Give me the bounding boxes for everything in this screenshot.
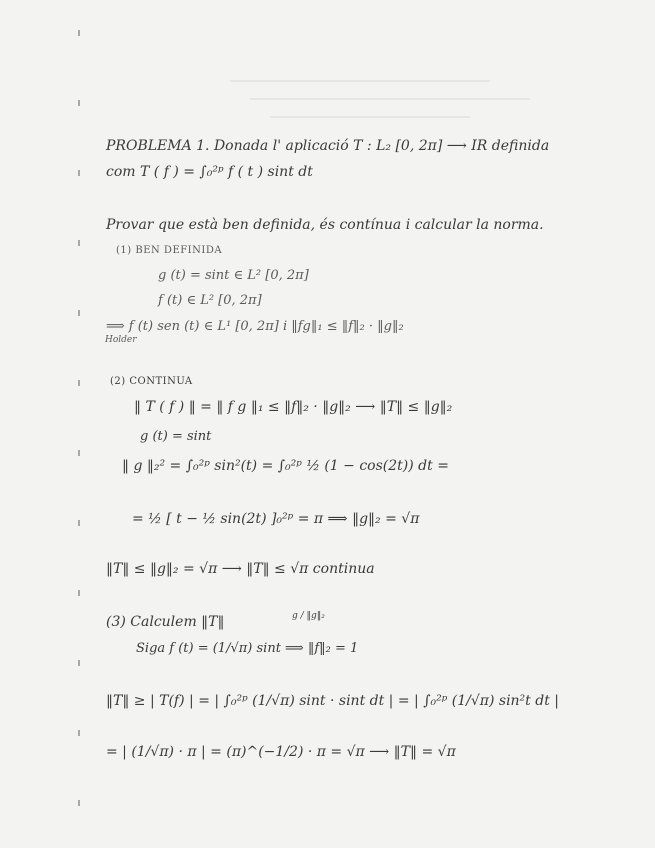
part1-line2: f (t) ∈ L² [0, 2π] (158, 293, 262, 308)
problem-statement: Provar que està ben definida, és contínua i calcular la norma. (106, 217, 544, 233)
binding-edge (78, 30, 80, 820)
part3-line1: Siga f (t) = (1/√π) sint ⟹ ‖f‖₂ = 1 (136, 641, 359, 656)
part2-line4: = ½ [ t − ½ sin(2t) ]₀²ᵖ = π ⟹ ‖g‖₂ = √π (132, 511, 420, 527)
part3-note: g / ‖g‖₂ (292, 611, 325, 621)
holder-label: Holder (105, 335, 137, 345)
part2-line1: ‖ T ( f ) ‖ = ‖ f g ‖₁ ≤ ‖f‖₂ · ‖g‖₂ ⟶ ‖T‖ ≤ ‖g‖₂ (134, 399, 453, 415)
part3-line3: = | (1/√π) · π | = (π)^(−1/2) · π = √π ⟶ ‖T‖ = √π (106, 744, 456, 760)
part3-line2: ‖T‖ ≥ | T(f) | = | ∫₀²ᵖ (1/√π) sint · sint dt | = | ∫₀²ᵖ (1/√π) sin²t dt | (106, 693, 560, 709)
problem-title: PROBLEMA 1. Donada l' aplicació T : L₂ [0, 2π] ⟶ IR definida (106, 138, 550, 154)
part1-heading: (1) BEN DEFINIDA (116, 245, 223, 256)
part2-line5: ‖T‖ ≤ ‖g‖₂ = √π ⟶ ‖T‖ ≤ √π continua (106, 561, 375, 577)
part3-heading: (3) Calculem ‖T‖ (106, 614, 225, 630)
bleed-through (230, 70, 530, 130)
part2-line2: g (t) = sint (140, 429, 212, 444)
part2-line3: ‖ g ‖₂² = ∫₀²ᵖ sin²(t) = ∫₀²ᵖ ½ (1 − cos(2t)) dt = (122, 458, 449, 474)
problem-definition: com T ( f ) = ∫₀²ᵖ f ( t ) sint dt (106, 164, 313, 180)
part1-line1: g (t) = sint ∈ L² [0, 2π] (158, 268, 309, 283)
part1-line3: ⟹ f (t) sen (t) ∈ L¹ [0, 2π] i ‖fg‖₁ ≤ ‖f‖₂ · ‖g‖₂ (106, 319, 404, 334)
part2-heading: (2) CONTINUA (110, 376, 193, 387)
